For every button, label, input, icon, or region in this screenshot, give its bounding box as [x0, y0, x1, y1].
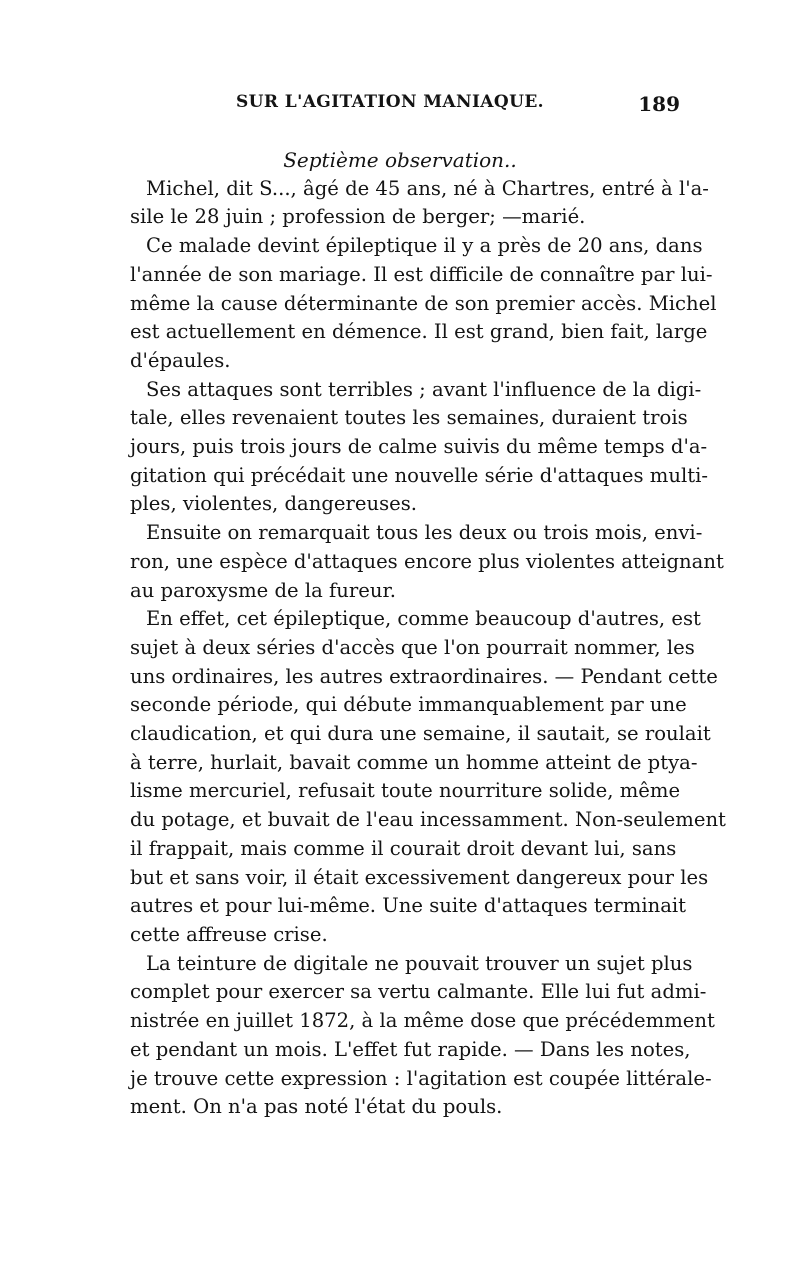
text-line: l'année de son mariage. Il est difficile de connaître par lui-: [130, 262, 713, 286]
text-line: d'épaules.: [130, 348, 231, 372]
text-line: même la cause déterminante de son premier accès. Michel: [130, 291, 717, 315]
paragraph: [130, 605, 726, 949]
text-line: La teinture de digitale ne pouvait trouver un sujet plus: [146, 951, 693, 975]
paragraph: [130, 519, 724, 605]
paragraph: [130, 175, 709, 232]
text-line: et pendant un mois. L'effet fut rapide. — Dans les notes,: [130, 1037, 691, 1061]
text-line: Ce malade devint épileptique il y a près de 20 ans, dans: [146, 234, 703, 258]
text-line: je trouve cette expression : l'agitation est coupée littérale-: [130, 1066, 712, 1090]
text-line: ron, une espèce d'attaques encore plus violentes atteignant: [130, 549, 724, 573]
section-title: Septième observation..: [283, 148, 517, 172]
text-line: seconde période, qui débute immanquablement par une: [130, 693, 687, 717]
text-line: gitation qui précédait une nouvelle série d'attaques multi-: [130, 463, 709, 487]
text-line: cette affreuse crise.: [130, 922, 328, 946]
page-number: 189: [638, 92, 680, 116]
text-line: du potage, et buvait de l'eau incessamment. Non-seulement: [130, 808, 726, 832]
text-line: complet pour exercer sa vertu calmante. Elle lui fut admi-: [130, 980, 707, 1004]
running-title: SUR L'AGITATION MANIAQUE.: [235, 92, 544, 112]
text-line: but et sans voir, il était excessivement dangereux pour les: [130, 865, 709, 889]
text-line: sile le 28 juin ; profession de berger; —marié.: [130, 205, 586, 229]
text-line: au paroxysme de la fureur.: [130, 578, 396, 602]
running-head: [120, 92, 680, 120]
text-line: ment. On n'a pas noté l'état du pouls.: [130, 1095, 503, 1119]
paragraphs: [130, 175, 726, 1122]
body-text: [130, 146, 726, 1122]
text-line: Ses attaques sont terribles ; avant l'influence de la digi-: [146, 377, 702, 401]
text-line: sujet à deux séries d'accès que l'on pourrait nommer, les: [130, 635, 695, 659]
text-line: autres et pour lui-même. Une suite d'attaques terminait: [130, 894, 687, 918]
paragraph: [130, 376, 709, 520]
text-line: En effet, cet épileptique, comme beaucoup d'autres, est: [146, 607, 701, 631]
text-line: tale, elles revenaient toutes les semaines, duraient trois: [130, 406, 688, 430]
text-line: Michel, dit S..., âgé de 45 ans, né à Chartres, entré à l'a-: [146, 176, 709, 200]
text-line: à terre, hurlait, bavait comme un homme atteint de ptya-: [130, 750, 698, 774]
paragraph: [130, 950, 715, 1122]
text-line: jours, puis trois jours de calme suivis du même temps d'a-: [130, 435, 708, 459]
text-line: Ensuite on remarquait tous les deux ou trois mois, envi-: [146, 521, 703, 545]
text-line: est actuellement en démence. Il est grand, bien fait, large: [130, 320, 708, 344]
text-line: nistrée en juillet 1872, à la même dose que précédemment: [130, 1009, 715, 1033]
text-line: uns ordinaires, les autres extraordinaires. — Pendant cette: [130, 664, 718, 688]
text-line: il frappait, mais comme il courait droit devant lui, sans: [130, 836, 677, 860]
text-line: claudication, et qui dura une semaine, il sautait, se roulait: [130, 722, 711, 746]
text-line: ples, violentes, dangereuses.: [130, 492, 418, 516]
text-line: lisme mercuriel, refusait toute nourriture solide, même: [130, 779, 681, 803]
paragraph: [130, 232, 717, 376]
